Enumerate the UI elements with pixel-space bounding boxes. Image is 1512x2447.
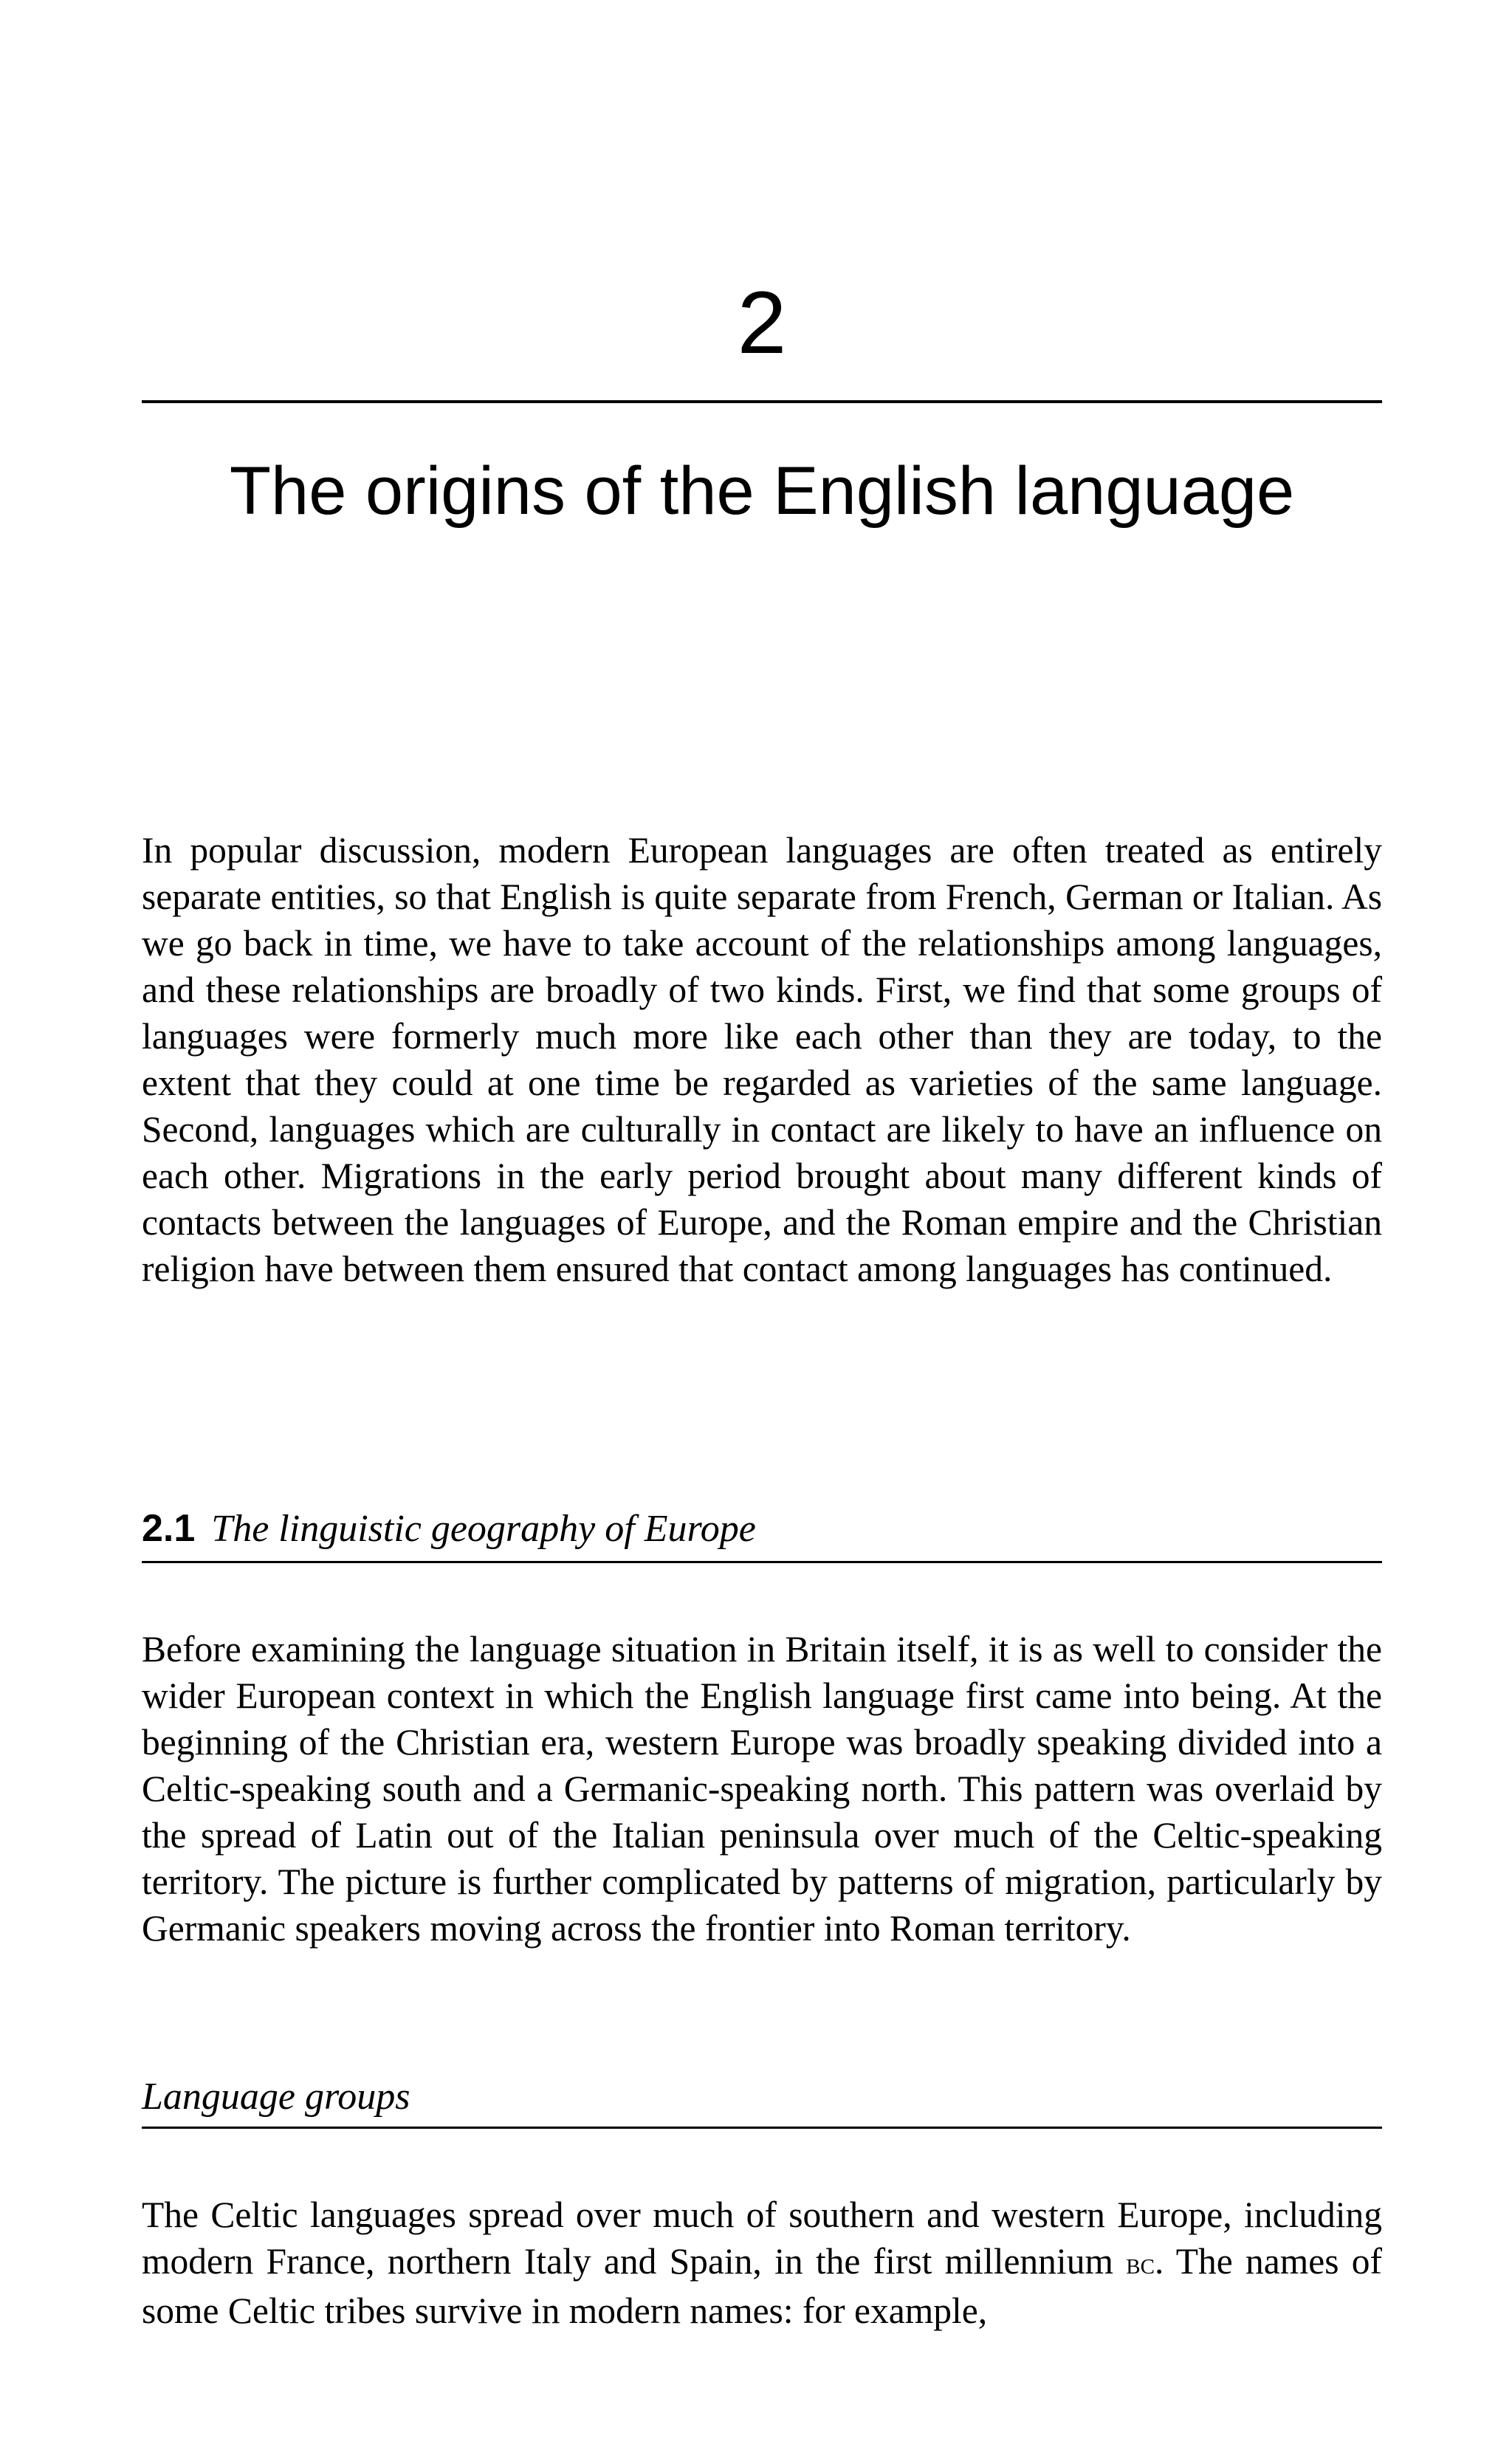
- chapter-number: 2: [737, 273, 787, 372]
- intro-paragraph: In popular discussion, modern European languages are often treated as entirely separate entities, so that English is quite separate from French, German or Italian. As we go back in time, we have to take account of the relationships among languages, and these relationships are broadly of two kinds. First, we find that some groups of languages were formerly much more like each other than they are today, to the extent that they could at one time be regarded as varieties of the same language. Second, languages which are culturally in contact are likely to have an influence on each other. Migrations in the early period brought about many different kinds of contacts between the languages of Europe, and the Roman empire and the Christian religion have between them ensured that contact among languages has continued.: [142, 830, 1382, 1289]
- section-title: The linguistic geography of Europe: [211, 1508, 756, 1550]
- section-paragraph: Before examining the language situation in Britain itself, it is as well to consider the wider European context in which the English language first came into being. At the beginning of the Christian era, western Europe was broadly speaking divided into a Celtic-speaking south and a Germanic-speaking north. This pattern was overlaid by the spread of Latin out of the Italian peninsula over much of the Celtic-speaking territory. The picture is further complicated by patterns of migration, particularly by Germanic speakers moving across the frontier into Roman territory.: [142, 1629, 1382, 1949]
- section-heading: [142, 1505, 1382, 1553]
- chapter-rule: [142, 400, 1382, 403]
- subsection-heading: Language groups: [142, 2076, 410, 2118]
- section-number: 2.1: [142, 1507, 196, 1550]
- paragraph-text-continued: . The names of some Celtic tribes survive in modern names: for example,: [142, 2241, 1382, 2331]
- subsection-rule: [142, 2127, 1382, 2129]
- section-rule: [142, 1561, 1382, 1563]
- language-groups-paragraph: [142, 2192, 1382, 2334]
- era-abbreviation: bc: [1126, 2247, 1155, 2281]
- chapter-title: The origins of the English language: [229, 453, 1295, 529]
- paragraph-text: The Celtic languages spread over much of southern and western Europe, including modern France, northern Italy and Spain, in the first millennium: [142, 2194, 1382, 2282]
